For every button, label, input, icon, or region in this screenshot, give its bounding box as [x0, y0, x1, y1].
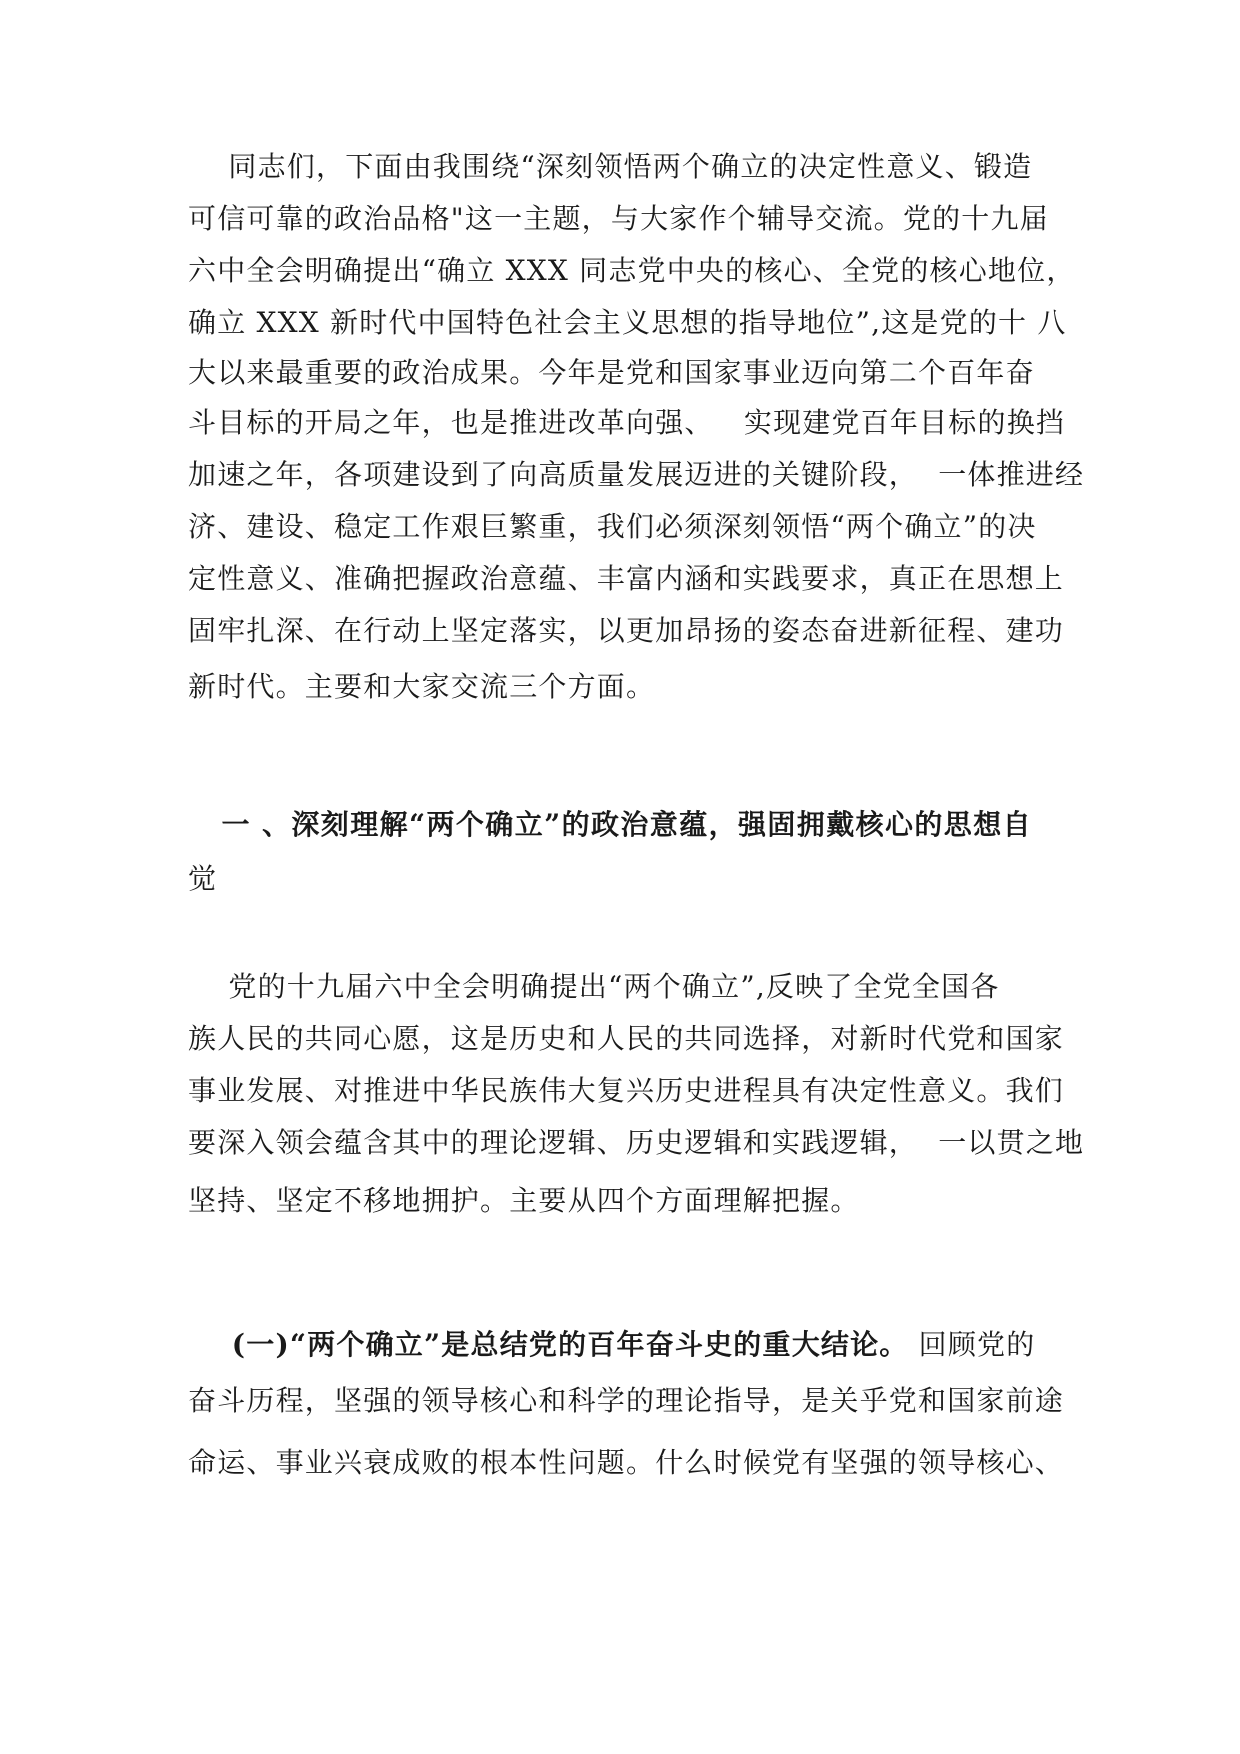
intro-line-8: 济、建设、稳定工作艰巨繁重，我们必须深刻领悟“两个确立”的决: [188, 510, 1037, 543]
intro-line-6: 斗目标的开局之年，也是推进改革向强、 实现建党百年目标的换挡: [188, 406, 1066, 439]
section1-body-line-4: 要深入领会蕴含其中的理论逻辑、历史逻辑和实践逻辑， 一以贯之地: [188, 1126, 1085, 1159]
intro-line-2: 可信可靠的政治品格"这一主题，与大家作个辅导交流。党的十九届: [188, 202, 1049, 235]
subsection1-title: (一)“两个确立”是总结党的百年奋斗史的重大结论。: [188, 1328, 909, 1361]
subsection1-line-1-rest: 回顾党的: [908, 1328, 1036, 1361]
intro-line-9: 定性意义、准确把握政治意蕴、丰富内涵和实践要求，真正在思想上: [188, 562, 1065, 595]
intro-line-5: 大以来最重要的政治成果。今年是党和国家事业迈向第二个百年奋: [188, 356, 1035, 389]
section1-heading-line-1: 一 、深刻理解“两个确立”的政治意蕴，强固拥戴核心的思想自: [188, 808, 1033, 841]
intro-line-3: 六中全会明确提出“确立 XXX 同志党中央的核心、全党的核心地位，: [188, 254, 1076, 287]
intro-line-10: 固牢扎深、在行动上坚定落实，以更加昂扬的姿态奋进新征程、建功: [188, 614, 1065, 647]
section1-heading-line-2: 觉: [188, 862, 218, 895]
section1-body-line-1: 党的十九届六中全会明确提出“两个确立”,反映了全党全国各: [188, 970, 1000, 1003]
subsection1-line-1: [188, 1328, 1068, 1362]
subsection1-line-3: 命运、事业兴衰成败的根本性问题。什么时候党有坚强的领导核心、: [188, 1446, 1065, 1479]
section1-body-line-5: 坚持、坚定不移地拥护。主要从四个方面理解把握。: [188, 1184, 860, 1217]
intro-line-1: 同志们，下面由我围绕“深刻领悟两个确立的决定性意义、锻造: [188, 150, 1033, 183]
subsection1-line-2: 奋斗历程，坚强的领导核心和科学的理论指导，是关乎党和国家前途: [188, 1384, 1065, 1417]
section1-body-line-2: 族人民的共同心愿，这是历史和人民的共同选择，对新时代党和国家: [188, 1022, 1065, 1055]
intro-line-11: 新时代。主要和大家交流三个方面。: [188, 670, 656, 703]
section1-body-line-3: 事业发展、对推进中华民族伟大复兴历史进程具有决定性意义。我们: [188, 1074, 1065, 1107]
intro-line-4: 确立 XXX 新时代中国特色社会主义思想的指导地位”,这是党的十 八: [188, 306, 1067, 339]
intro-line-7: 加速之年，各项建设到了向高质量发展迈进的关键阶段， 一体推进经: [188, 458, 1085, 491]
